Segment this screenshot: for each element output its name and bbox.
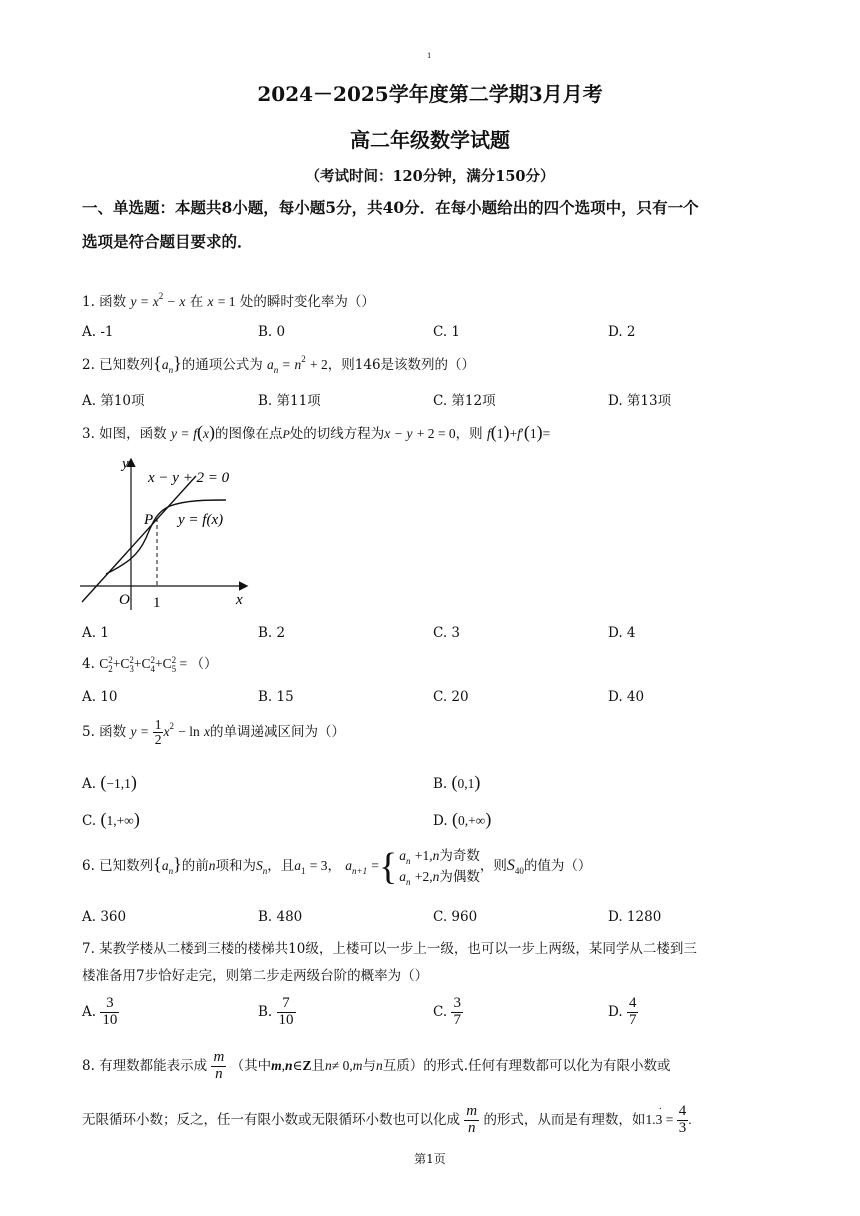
- question-1: 1. 函数 $y = x^2 - x$ 在 x = 1 处的瞬时变化率为（）: [82, 291, 375, 310]
- q5-option-a[interactable]: A. (−1,1): [82, 772, 137, 792]
- q2-option-a[interactable]: A. 第10项: [82, 393, 145, 409]
- question-5: 5. 函数 y = $\frac{1}{2}$ $x^2 - \ln x$的单调递减区间为（）: [82, 717, 346, 748]
- q3-option-b[interactable]: B. 2: [258, 625, 286, 641]
- question-8-line2: 无限循环小数；反之，任一有限小数或无限循环小数也可以化成 $\frac{m}{n}$ 的形式，从而是有理数，如1.3 · = $\frac{4}{3}$ .: [82, 1103, 692, 1136]
- tick-1-label: 1: [153, 595, 161, 611]
- curve-equation-label: y = f(x): [178, 512, 224, 528]
- question-3: 3. 如图，函数 y = f(x)的图像在点P处的切线方程为x − y + 2 = 0，则 f(1)+f′(1)=: [82, 422, 551, 442]
- tangent-line: [82, 476, 196, 602]
- question-6: 6. 已知数列$\{a_n\}$的前n项和为$S_n$，且$a_1 = 3$， $a_{n+1}$ ={ $a_n +1,n$为奇数 $a_n +2,n$为偶数，则$S_{40}$的值为（）: [82, 845, 592, 888]
- q6-option-d[interactable]: D. 1280: [608, 909, 662, 925]
- y-axis-label: y: [122, 456, 129, 472]
- question-7-line2: 楼准备用7步恰好走完，则第二步走两级台阶的概率为（）: [82, 968, 429, 984]
- tangent-equation-label: x − y + 2 = 0: [148, 470, 230, 486]
- q1-option-c[interactable]: C. 1: [433, 324, 461, 340]
- top-mark: 1: [427, 52, 432, 60]
- q7-option-b[interactable]: B. $\frac{7}{10}$: [258, 995, 294, 1028]
- q7-option-c[interactable]: C. $\frac{3}{7}$: [433, 995, 461, 1028]
- exam-subtitle: 高二年级数学试题: [350, 128, 510, 152]
- q7-option-d[interactable]: D. $\frac{4}{7}$: [608, 995, 637, 1028]
- q5-option-c[interactable]: C. (1,+∞): [82, 809, 140, 829]
- q6-option-b[interactable]: B. 480: [258, 909, 303, 925]
- q2-option-c[interactable]: C. 第12项: [433, 393, 496, 409]
- page-footer: 第1页: [414, 1152, 446, 1166]
- question-7-line1: 7. 某教学楼从二楼到三楼的楼梯共10级，上楼可以一步上一级，也可以一步上两级，某同学从二楼到三: [82, 941, 697, 957]
- point-p-label: P: [144, 512, 154, 528]
- question-8-line1: 8. 有理数都能表示成 $\frac{m}{n}$ （其中m,n∈Z且n≠ 0,m与n互质）的形式.任何有理数都可以化为有限小数或: [82, 1049, 671, 1082]
- origin-label: O: [119, 592, 130, 608]
- q6-option-a[interactable]: A. 360: [82, 909, 127, 925]
- q2-option-b[interactable]: B. 第11项: [258, 393, 321, 409]
- section-heading-line2: 选项是符合题目要求的．: [82, 232, 253, 251]
- exam-title: 2024－2025学年度第二学期3月月考: [257, 82, 603, 106]
- q1-option-a[interactable]: A. -1: [82, 324, 114, 340]
- q3-option-a[interactable]: A. 1: [82, 625, 109, 641]
- q3-graph-figure: [78, 452, 258, 612]
- x-axis-label: x: [236, 592, 243, 608]
- q6-option-c[interactable]: C. 960: [433, 909, 478, 925]
- q1-option-b[interactable]: B. 0: [258, 324, 286, 340]
- section-heading-line1: 一、单选题：本题共8小题，每小题5分，共40分．在每小题给出的四个选项中，只有一个: [82, 198, 699, 217]
- q3-option-d[interactable]: D. 4: [608, 625, 636, 641]
- q7-option-a[interactable]: A. $\frac{3}{10}$: [82, 995, 118, 1028]
- q5-option-b[interactable]: B. (0,1): [433, 772, 481, 792]
- exam-info: （考试时间：120分钟，满分150分）: [305, 168, 555, 185]
- q2-option-d[interactable]: D. 第13项: [608, 393, 672, 409]
- q1-option-d[interactable]: D. 2: [608, 324, 636, 340]
- q4-option-b[interactable]: B. 15: [258, 689, 294, 705]
- q3-option-c[interactable]: C. 3: [433, 625, 461, 641]
- q4-option-c[interactable]: C. 20: [433, 689, 469, 705]
- q4-option-d[interactable]: D. 40: [608, 689, 645, 705]
- q5-option-d[interactable]: D. (0,+∞): [433, 809, 492, 829]
- question-4: 4. C2 2+C2 3+C2 4+C2 5 = （）: [82, 655, 218, 674]
- question-2: 2. 已知数列$\{a_n\}$的通项公式为 $a_n = n^2 + 2$，则146是该数列的（）: [82, 353, 476, 375]
- q4-option-a[interactable]: A. 10: [82, 689, 118, 705]
